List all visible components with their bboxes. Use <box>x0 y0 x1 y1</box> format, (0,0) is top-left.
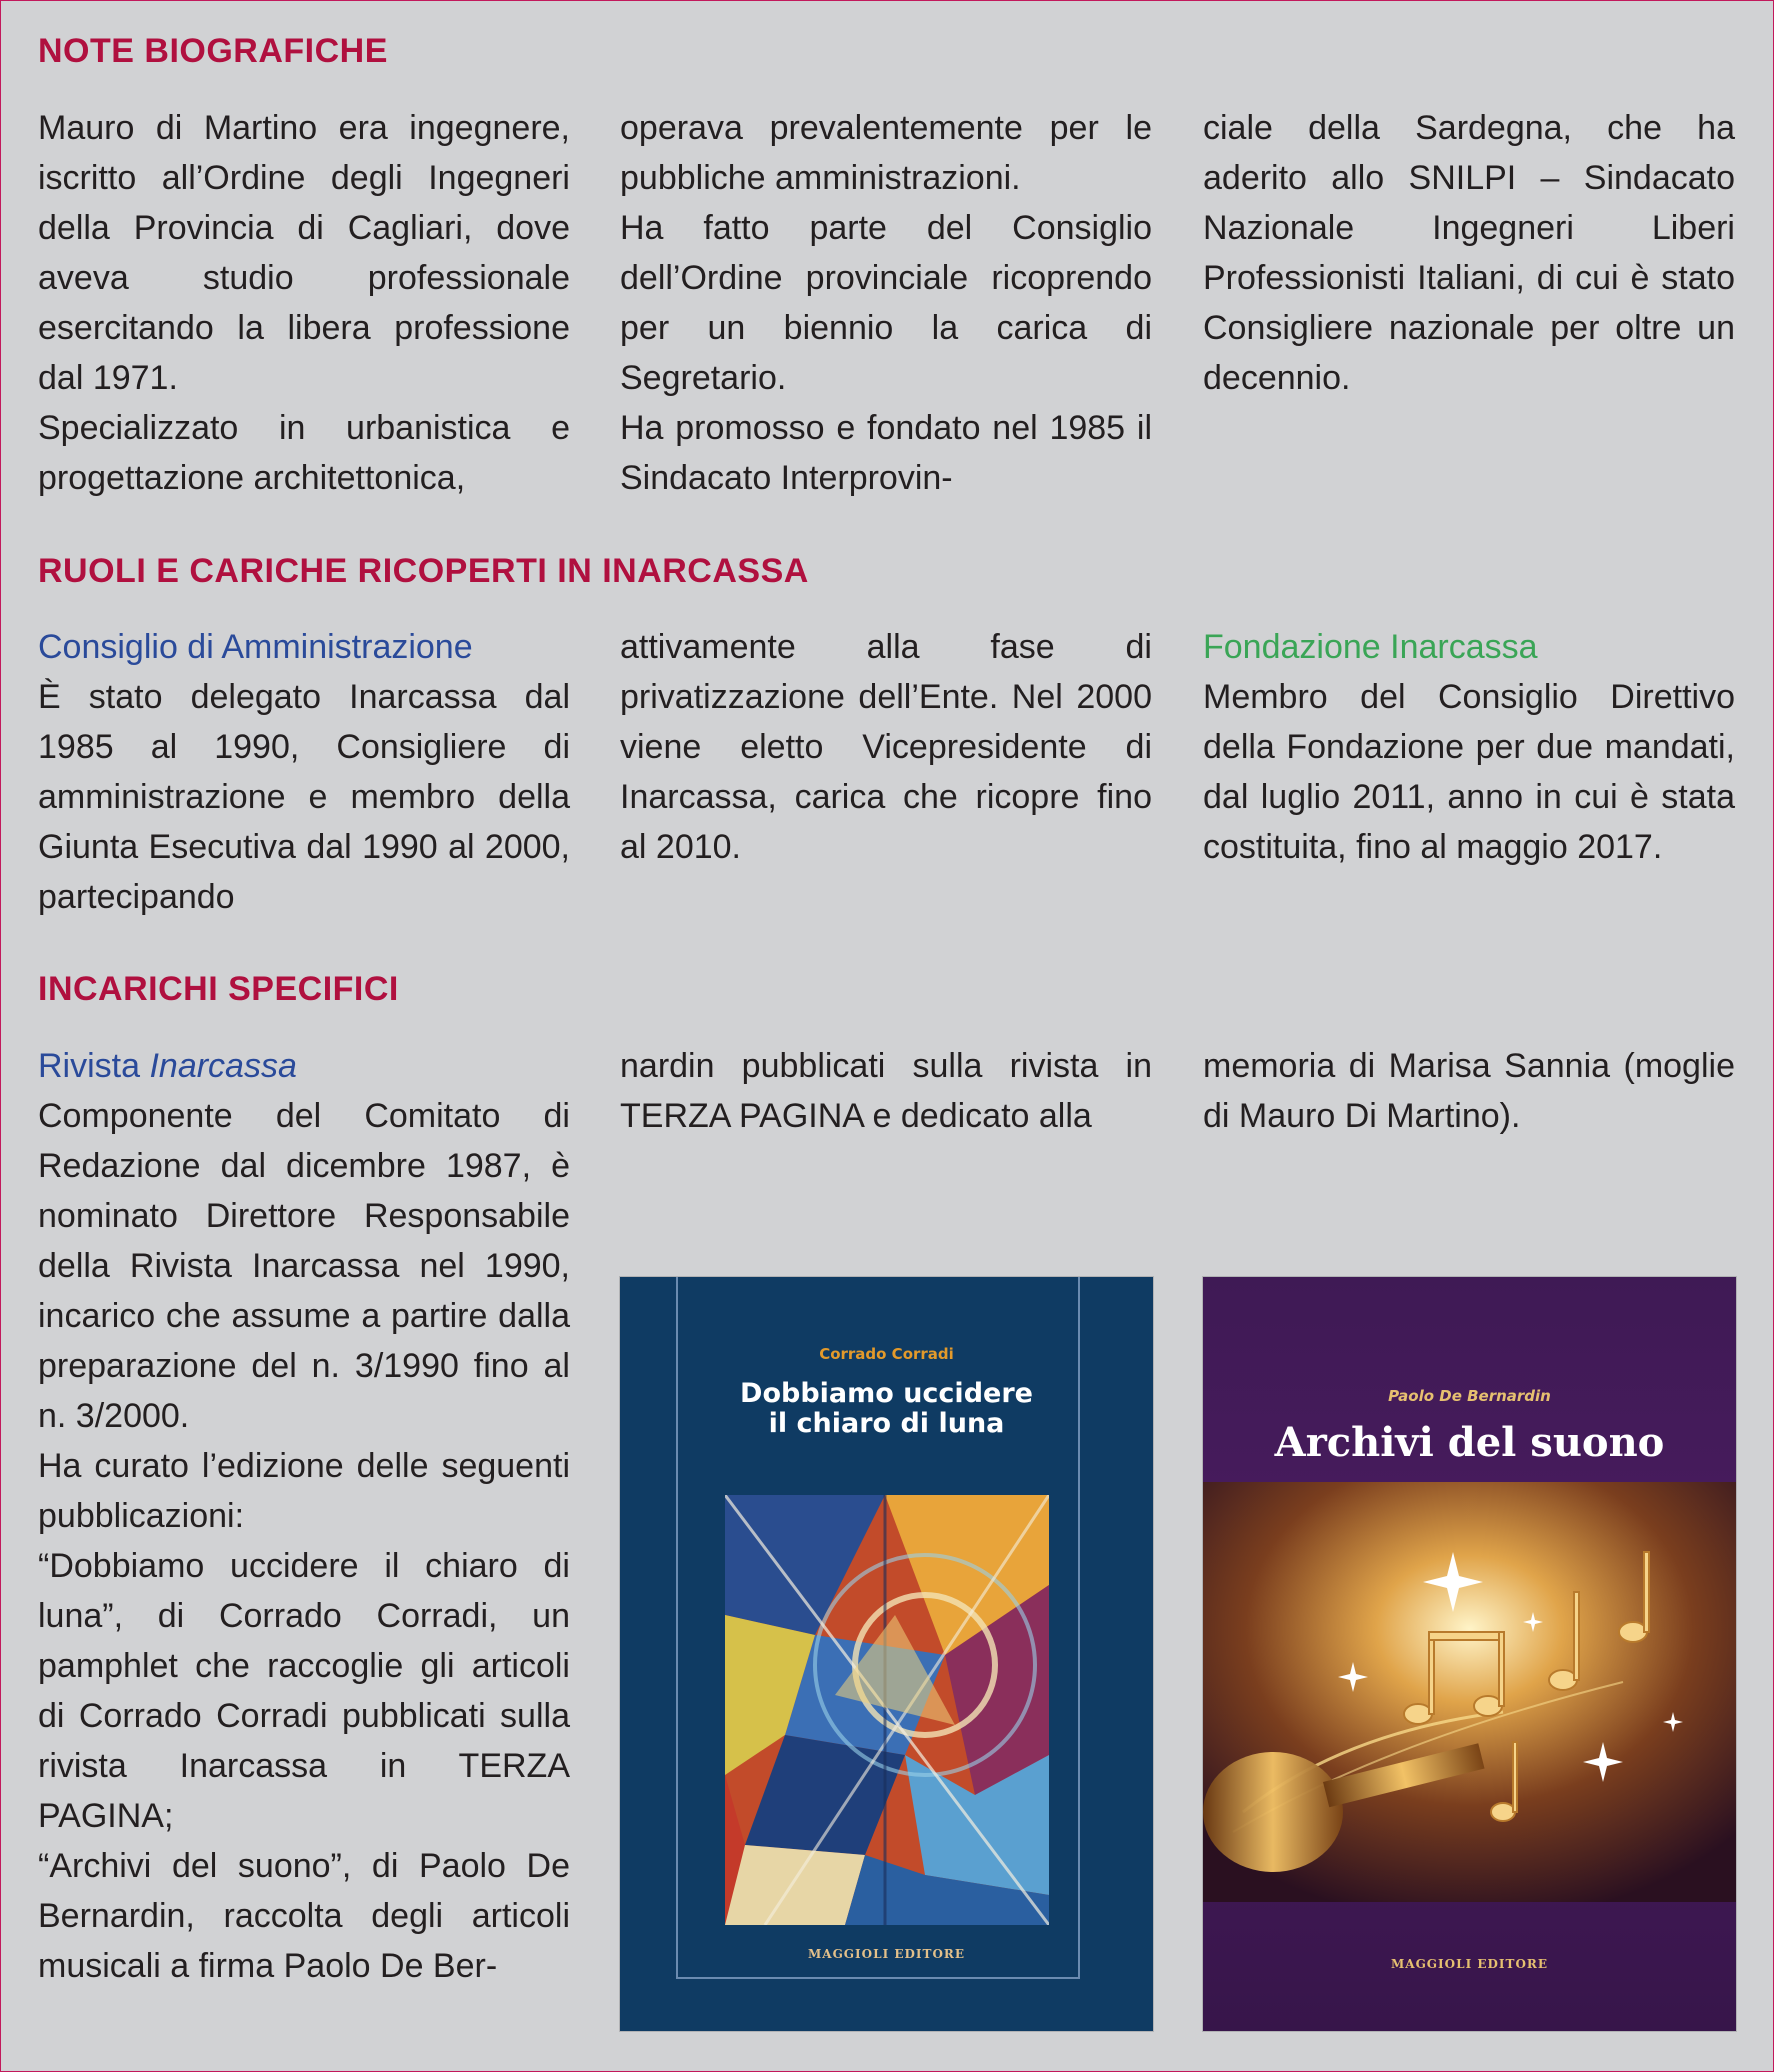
cover-1-title <box>620 1379 1153 1439</box>
heading-ruoli: RUOLI E CARICHE RICOPERTI IN INARCASSA <box>38 552 809 590</box>
incarichi-col-1-p2: Ha curato l’edizione delle seguenti pubblicazioni: <box>38 1447 570 1535</box>
note-col-1-p2: Specializzato in urbanistica e progettazione architettonica, <box>38 409 570 497</box>
cover-1-publisher: MAGGIOLI EDITORE <box>807 1947 966 1961</box>
ruoli-col-1-text: È stato delegato Inarcassa dal 1985 al 1990, Consigliere di amministrazione e membro della Giunta Esecutiva dal 1990 al 2000, partecipando <box>38 678 570 916</box>
note-col-3-p1: ciale della Sardegna, che ha aderito allo SNILPI – Sindacato Nazionale Ingegneri Liberi Professionisti Italiani, di cui è stato Consigliere nazionale per oltre un decennio. <box>1203 109 1735 397</box>
note-col-2-p2: Ha fatto parte del Consiglio dell’Ordine provinciale ricoprendo per un biennio la carica di Segretario. <box>620 209 1152 397</box>
cover-1-title-line1: Dobbiamo uccidere <box>740 1378 1033 1409</box>
cover-1-futurist-artwork <box>725 1495 1049 1925</box>
note-col-3 <box>1203 103 1735 403</box>
book-cover-archivi-del-suono <box>1203 1277 1736 2031</box>
note-col-1-p1: Mauro di Martino era ingegnere, iscritto all’Ordine degli Ingegneri della Provincia di Cagliari, dove aveva studio professionale esercitando la libera professione dal 1971. <box>38 109 570 397</box>
incarichi-col-2 <box>620 1041 1152 1141</box>
incarichi-col-1 <box>38 1041 570 1991</box>
ruoli-col-3 <box>1203 622 1735 872</box>
ruoli-col-2-text: attivamente alla fase di privatizzazione dell’Ente. Nel 2000 viene eletto Vicepresidente di Inarcassa, carica che ricopre fino al 2010. <box>620 628 1152 866</box>
note-col-1 <box>38 103 570 503</box>
note-col-2-p3: Ha promosso e fondato nel 1985 il Sindacato Interprovin- <box>620 409 1152 497</box>
heading-note-biografiche: NOTE BIOGRAFICHE <box>38 32 388 70</box>
incarichi-col-1-p4: “Archivi del suono”, di Paolo De Bernardin, raccolta degli articoli musicali a firma Paolo De Ber- <box>38 1847 570 1985</box>
incarichi-col-1-title <box>38 1041 570 1091</box>
cover-1-title-line2: il chiaro di luna <box>768 1408 1005 1439</box>
book-cover-dobbiamo-uccidere <box>620 1277 1153 2031</box>
ruoli-col-1-title: Consiglio di Amministrazione <box>38 628 473 666</box>
cover-2-music-artwork <box>1203 1482 1736 1902</box>
ruoli-col-2 <box>620 622 1152 872</box>
incarichi-col-3 <box>1203 1041 1735 1141</box>
cover-2-publisher: MAGGIOLI EDITORE <box>1390 1957 1549 1971</box>
cover-2-author: Paolo De Bernardin <box>1388 1387 1551 1405</box>
ruoli-col-3-title: Fondazione Inarcassa <box>1203 628 1538 666</box>
incarichi-col-1-p1: Componente del Comitato di Redazione dal dicembre 1987, è nominato Direttore Responsabile della Rivista Inarcassa nel 1990, incarico che assume a partire dalla preparazione del n. 3/1990 fino al n. 3/2000. <box>38 1097 570 1435</box>
incarichi-title-italic: Inarcassa <box>149 1047 297 1085</box>
incarichi-col-2-text: nardin pubblicati sulla rivista in TERZA PAGINA e dedicato alla <box>620 1047 1152 1135</box>
cover-2-title: Archivi del suono <box>1274 1419 1665 1466</box>
cover-1-author: Corrado Corradi <box>819 1345 954 1363</box>
heading-incarichi: INCARICHI SPECIFICI <box>38 970 399 1008</box>
ruoli-col-1 <box>38 622 570 922</box>
note-col-2-p1: operava prevalentemente per le pubbliche amministrazioni. <box>620 109 1152 197</box>
incarichi-col-3-text: memoria di Marisa Sannia (moglie di Mauro Di Martino). <box>1203 1047 1735 1135</box>
note-col-2 <box>620 103 1152 503</box>
incarichi-col-1-p3: “Dobbiamo uccidere il chiaro di luna”, di Corrado Corradi, un pamphlet che raccoglie gli articoli di Corrado Corradi pubblicati sulla rivista Inarcassa in TERZA PAGINA; <box>38 1547 570 1835</box>
ruoli-col-3-text: Membro del Consiglio Direttivo della Fondazione per due mandati, dal luglio 2011, anno in cui è stata costituita, fino al maggio 2017. <box>1203 678 1735 866</box>
incarichi-title-prefix: Rivista <box>38 1047 150 1085</box>
